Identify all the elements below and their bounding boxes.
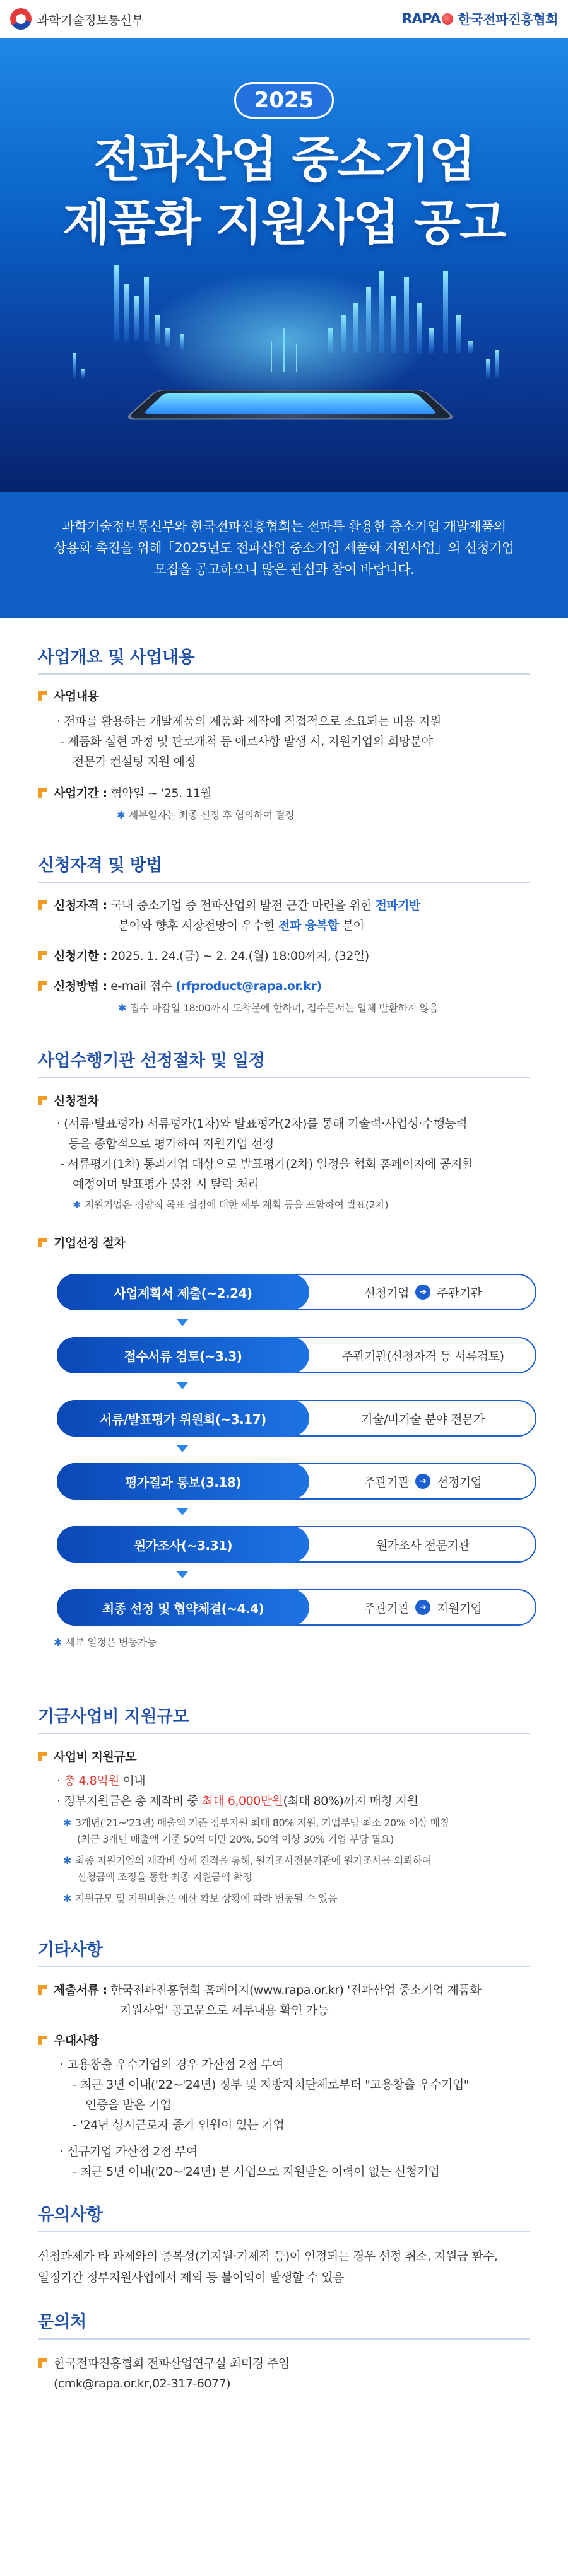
item-value: 협약일 ~ '25. 11월 — [110, 786, 212, 800]
item-label: 우대사항 — [54, 2034, 99, 2048]
email-link[interactable]: (rfproduct@rapa.or.kr) — [175, 979, 322, 993]
eligibility-row-2 — [118, 916, 568, 936]
square-bullet-icon — [38, 900, 47, 910]
step-actors — [311, 1590, 535, 1624]
item-label: 신청절차 — [54, 1094, 99, 1108]
ministry-name: 과학기술정보통신부 — [37, 12, 144, 28]
text-line: 예정이며 발표평가 불참 시 탈락 처리 — [73, 1177, 259, 1191]
section-title: 문의처 — [38, 2312, 86, 2332]
process-step — [57, 1463, 536, 1500]
note-text: 최종 지원기업의 제작비 상세 견적을 통해, 원가조사전문기관에 원가조사를 의뢰하여 — [74, 1855, 432, 1867]
text-part: · 정부지원금은 총 제작비 중 — [57, 1794, 202, 1808]
asterisk-icon: ✱ — [63, 1855, 71, 1867]
square-bullet-icon — [38, 1752, 47, 1761]
square-bullet-icon — [38, 2358, 47, 2368]
text-line: · 신규기업 가산점 2점 부여 — [60, 2145, 198, 2159]
note-text: 지원규모 및 지원비율은 예산 확보 상황에 따라 변동될 수 있음 — [74, 1892, 338, 1904]
rapa-dot-icon — [442, 13, 453, 25]
section-divider — [38, 882, 530, 883]
intro-line: 과학기술정보통신부와 한국전파진흥협회는 전파를 활용한 중소기업 개발제품의 — [62, 519, 506, 534]
highlight-text: 최대 6,000만원 — [201, 1794, 283, 1808]
note-text: 접수 마감일 18:00까지 도착분에 한하며, 접수문서는 일체 반환하지 않음 — [129, 1002, 439, 1014]
step-title: 사업계획서 제출(~2.24) — [57, 1274, 309, 1310]
deadline-row — [38, 946, 536, 966]
item-value: e-mail 접수 — [110, 979, 172, 993]
hero-title-line2: 제품화 지원사업 공고 — [62, 195, 506, 252]
note-text: 신청금액 조정을 통한 최종 지원금액 확정 — [77, 1871, 252, 1883]
item-value: 분야 — [338, 919, 365, 933]
text-part: · — [57, 1774, 64, 1788]
procedure-label-row — [38, 1091, 536, 1111]
section-divider — [38, 673, 530, 675]
item-value: 분야와 향후 시장전망이 우수한 — [118, 919, 279, 933]
section-title: 사업수행기관 선정절차 및 일정 — [38, 1051, 265, 1071]
note-text: 세부 일정은 변동가능 — [65, 1636, 157, 1648]
step-title: 서류/발표평가 위원회(~3.17) — [57, 1400, 309, 1437]
step-actors: 원가조사 전문기관 — [376, 1538, 470, 1553]
item-label: 기업선정 절차 — [54, 1236, 126, 1250]
process-step — [57, 1274, 536, 1310]
selection-label-row — [38, 1233, 536, 1253]
intro-text — [0, 492, 568, 618]
step-title: 원가조사(~3.31) — [57, 1526, 309, 1563]
item-label: 사업내용 — [54, 689, 99, 703]
item-label: 제출서류 : — [54, 1983, 107, 1997]
text-line: 지원사업' 공고문으로 세부내용 확인 가능 — [120, 2003, 329, 2017]
note-text: 3개년('21~'23년) 매출액 기준 정부지원 최대 80% 지원, 기업부담 최소 20% 이상 매칭 — [74, 1817, 449, 1829]
step-actors — [311, 1464, 535, 1498]
note — [63, 1815, 449, 1831]
process-step — [57, 1400, 536, 1437]
hero-banner — [0, 0, 568, 492]
year-badge: 2025 — [234, 82, 334, 119]
item-label: 신청방법 : — [54, 979, 107, 993]
note — [63, 1853, 432, 1869]
step-from: 신청기업 — [364, 1286, 409, 1300]
step-title: 최종 선정 및 협약체결(~4.4) — [57, 1589, 309, 1626]
process-step — [57, 1589, 536, 1626]
item-value: 국내 중소기업 중 전파산업의 발전 근간 마련을 위한 — [110, 899, 376, 912]
section-title: 신청자격 및 방법 — [38, 856, 162, 875]
note — [63, 1891, 337, 1907]
step-title: 평가결과 통보(3.18) — [57, 1463, 309, 1500]
square-bullet-icon — [38, 1985, 47, 1995]
square-bullet-icon — [38, 2036, 47, 2045]
taegeuk-emblem-icon — [10, 8, 32, 30]
arrow-right-icon: ➔ — [415, 1474, 430, 1489]
text-part: (최대 80%)까지 매칭 지원 — [283, 1794, 418, 1808]
text-line: - 서류평가(1차) 통과기업 대상으로 발표평가(2차) 일정을 협회 홈페이지에 공지할 — [60, 1157, 473, 1171]
highlight-text: 전파 융복합 — [278, 919, 339, 933]
step-from: 주관기관 — [364, 1601, 409, 1616]
step-from: 주관기관 — [364, 1475, 409, 1489]
asterisk-icon: ✱ — [117, 809, 125, 821]
text-line: · 전파를 활용하는 개발제품의 제품화 제작에 직접적으로 소요되는 비용 지원 — [57, 714, 441, 728]
contact-row — [38, 2353, 536, 2374]
item-label: 신청자격 : — [54, 899, 107, 912]
square-bullet-icon — [38, 951, 47, 960]
text-line: · 고용창출 우수기업의 경우 가산점 2점 부여 — [60, 2058, 283, 2072]
step-actors — [311, 1275, 535, 1309]
text-line: 일정기간 정부지원사업에서 제외 등 불이익이 발생할 수 있음 — [38, 2271, 345, 2285]
text-line: 신청과제가 타 과제와의 중복성(기지원·기제작 등)이 인정되는 경우 선정 취소, 지원금 환수, — [38, 2249, 498, 2263]
hero-title-line1: 전파산업 중소기업 — [93, 132, 475, 189]
asterisk-icon: ✱ — [63, 1817, 71, 1829]
rapa-mark-text: RAPA — [401, 11, 441, 27]
text-line — [57, 1771, 555, 1791]
section-divider — [38, 1733, 530, 1734]
asterisk-icon: ✱ — [54, 1636, 62, 1648]
down-arrow-icon — [177, 1382, 188, 1389]
intro-line: 상용화 촉진을 위해「2025년도 전파산업 중소기업 제품화 지원사업」의 신청기업 — [54, 540, 514, 556]
header-bar — [0, 0, 568, 38]
preference-label-row — [38, 2031, 536, 2051]
rapa-name: 한국전파진흥협회 — [458, 12, 558, 27]
asterisk-icon: ✱ — [73, 1199, 81, 1211]
note — [117, 807, 294, 824]
content-label-row — [38, 686, 536, 706]
ministry-logo — [10, 8, 143, 30]
item-value: 2025. 1. 24.(금) ~ 2. 24.(월) 18:00까지, (32일) — [110, 949, 369, 963]
square-bullet-icon — [38, 691, 47, 701]
square-bullet-icon — [38, 1096, 47, 1105]
method-row — [38, 976, 536, 996]
section-title: 기금사업비 지원규모 — [38, 1707, 189, 1727]
section-title: 기타사항 — [38, 1940, 103, 1960]
note — [54, 1635, 157, 1651]
down-arrow-icon — [177, 1445, 188, 1452]
item-label: 신청기한 : — [54, 949, 107, 963]
docs-row — [38, 1980, 536, 2000]
funding-label-row — [38, 1747, 536, 1767]
asterisk-icon: ✱ — [63, 1892, 71, 1904]
asterisk-icon: ✱ — [118, 1002, 126, 1014]
eligibility-row — [38, 895, 536, 916]
step-actors: 기술/비기술 분야 전문가 — [361, 1412, 485, 1426]
step-to: 지원기업 — [437, 1601, 482, 1616]
text-line: - '24년 상시근로자 증가 인원이 있는 기업 — [73, 2118, 285, 2132]
step-actors: 주관기관(신청자격 등 서류검토) — [341, 1349, 504, 1363]
text-line: 전문가 컨설팅 지원 예정 — [73, 755, 196, 769]
step-to: 선정기업 — [437, 1475, 482, 1489]
section-divider — [38, 2338, 530, 2340]
rapa-mark-logo — [402, 11, 453, 27]
step-to: 주관기관 — [437, 1286, 482, 1300]
intro-line: 모집을 공고하오니 많은 관심과 참여 바랍니다. — [153, 562, 415, 577]
text-line: · (서류·발표평가) 서류평가(1차)와 발표평가(2차)를 통해 기술력·사업성·수행능력 — [57, 1117, 468, 1131]
hero-title — [0, 129, 568, 255]
down-arrow-icon — [177, 1571, 188, 1578]
highlight-text: 총 4.8억원 — [64, 1774, 119, 1788]
item-label: 사업비 지원규모 — [54, 1750, 137, 1764]
contact-email-phone[interactable]: (cmk@rapa.or.kr,02-317-6077) — [54, 2377, 231, 2391]
note-text: 지원기업은 정량적 목표 설정에 대한 세부 계획 등을 포함하여 발표(2차) — [84, 1199, 389, 1211]
contact-text: 한국전파진흥협회 전파산업연구실 최미경 주임 — [54, 2357, 290, 2370]
text-line: - 최근 5년 이내('20~'24년) 본 사업으로 지원받은 이력이 없는 신청기업 — [73, 2165, 440, 2179]
text-line: 인증을 받은 기업 — [85, 2098, 172, 2112]
arrow-right-icon: ➔ — [415, 1600, 430, 1615]
section-title: 사업개요 및 사업내용 — [38, 648, 195, 667]
section-title: 유의사항 — [38, 2205, 103, 2225]
down-arrow-icon — [177, 1508, 188, 1515]
arrow-right-icon: ➔ — [415, 1285, 430, 1300]
section-divider — [38, 1077, 530, 1078]
square-bullet-icon — [38, 981, 47, 991]
process-step — [57, 1526, 536, 1563]
down-arrow-icon — [177, 1319, 188, 1326]
note-text: 세부일자는 최종 선정 후 협의하여 결정 — [128, 809, 295, 821]
process-step — [57, 1337, 536, 1373]
step-title: 접수서류 검토(~3.3) — [57, 1337, 309, 1373]
item-label: 사업기간 : — [54, 786, 107, 800]
note — [73, 1197, 388, 1213]
text-part: 이내 — [119, 1774, 146, 1788]
item-value: 한국전파진흥협회 홈페이지(www.rapa.or.kr) '전파산업 중소기업 제품화 — [110, 1983, 482, 1997]
section-divider — [38, 2231, 530, 2232]
period-row — [38, 783, 536, 803]
note-text: (최근 3개년 매출액 기준 50억 미만 20%, 50억 이상 30% 기업 부담 필요) — [77, 1833, 394, 1845]
section-divider — [38, 1966, 530, 1967]
text-line: - 제품화 실현 과정 및 판로개척 등 애로사항 발생 시, 지원기업의 희망분야 — [60, 735, 433, 749]
text-line: 등을 종합적으로 평가하여 지원기업 선정 — [68, 1137, 274, 1151]
square-bullet-icon — [38, 788, 47, 798]
note — [118, 1000, 439, 1017]
square-bullet-icon — [38, 1238, 47, 1247]
text-line — [57, 1791, 555, 1811]
text-line: - 최근 3년 이내('22~'24년) 정부 및 지방자치단체로부터 "고용창출 우수기업" — [73, 2078, 469, 2092]
highlight-text: 전파기반 — [375, 899, 420, 912]
rapa-logo — [402, 9, 558, 28]
